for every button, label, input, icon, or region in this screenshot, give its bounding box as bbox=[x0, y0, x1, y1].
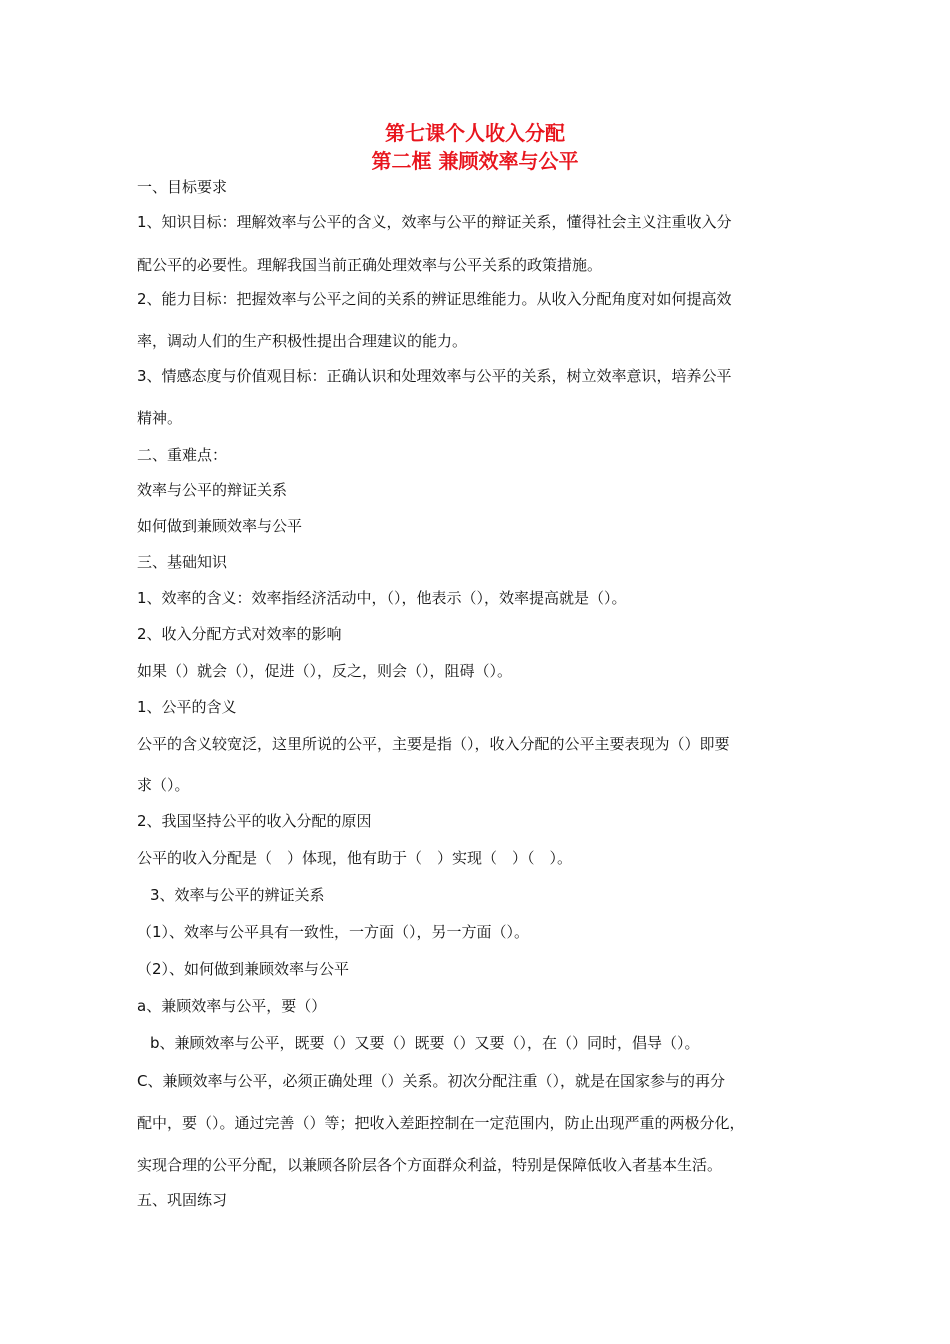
text-line: 2、收入分配方式对效率的影响 bbox=[137, 625, 342, 643]
text-line: 精神。 bbox=[137, 409, 183, 427]
text-line: （1）、效率与公平具有一致性，一方面（），另一方面（）。 bbox=[137, 923, 530, 941]
section-heading-key-points: 二、重难点： bbox=[137, 446, 228, 464]
text-line: 配中，要（）。通过完善（）等；把收入差距控制在一定范围内，防止出现严重的两极分化， bbox=[137, 1114, 745, 1132]
text-line: 求（）。 bbox=[137, 776, 190, 794]
text-line: 如何做到兼顾效率与公平 bbox=[137, 517, 303, 535]
text-line: b、兼顾效率与公平，既要（）又要（）既要（）又要（），在（）同时，倡导（）。 bbox=[150, 1034, 700, 1052]
text-line: C、兼顾效率与公平，必须正确处理（）关系。初次分配注重（），就是在国家参与的再分 bbox=[137, 1072, 725, 1090]
text-line: 3、效率与公平的辨证关系 bbox=[150, 886, 325, 904]
text-line: 1、知识目标：理解效率与公平的含义，效率与公平的辩证关系，懂得社会主义注重收入分 bbox=[137, 213, 732, 231]
text-line: 公平的含义较宽泛，这里所说的公平，主要是指（），收入分配的公平主要表现为（）即要 bbox=[137, 735, 730, 753]
text-line: 2、我国坚持公平的收入分配的原因 bbox=[137, 812, 372, 830]
text-line: 3、情感态度与价值观目标：正确认识和处理效率与公平的关系，树立效率意识，培养公平 bbox=[137, 367, 732, 385]
document-title: 第七课个人收入分配 bbox=[385, 121, 565, 145]
text-line: 公平的收入分配是（ ）体现，他有助于（ ）实现（ ）（ ）。 bbox=[137, 849, 573, 867]
text-line: 2、能力目标：把握效率与公平之间的关系的辨证思维能力。从收入分配角度对如何提高效 bbox=[137, 290, 732, 308]
text-line: 效率与公平的辩证关系 bbox=[137, 481, 288, 499]
section-heading-goals: 一、目标要求 bbox=[137, 178, 228, 196]
document-subtitle: 第二框 兼顾效率与公平 bbox=[371, 149, 579, 173]
text-line: 1、效率的含义：效率指经济活动中，（），他表示（），效率提高就是（）。 bbox=[137, 589, 627, 607]
text-line: 1、公平的含义 bbox=[137, 698, 237, 716]
section-heading-basics: 三、基础知识 bbox=[137, 553, 228, 571]
text-line: 配公平的必要性。理解我国当前正确处理效率与公平关系的政策措施。 bbox=[137, 256, 603, 274]
text-line: a、兼顾效率与公平，要（） bbox=[137, 997, 327, 1015]
text-line: （2）、如何做到兼顾效率与公平 bbox=[137, 960, 350, 978]
text-line: 率，调动人们的生产积极性提出合理建议的能力。 bbox=[137, 332, 468, 350]
text-line: 实现合理的公平分配，以兼顾各阶层各个方面群众利益，特别是保障低收入者基本生活。 bbox=[137, 1156, 723, 1174]
text-line: 如果（）就会（），促进（），反之，则会（），阻碍（）。 bbox=[137, 662, 513, 680]
section-heading-practice: 五、巩固练习 bbox=[137, 1191, 228, 1209]
